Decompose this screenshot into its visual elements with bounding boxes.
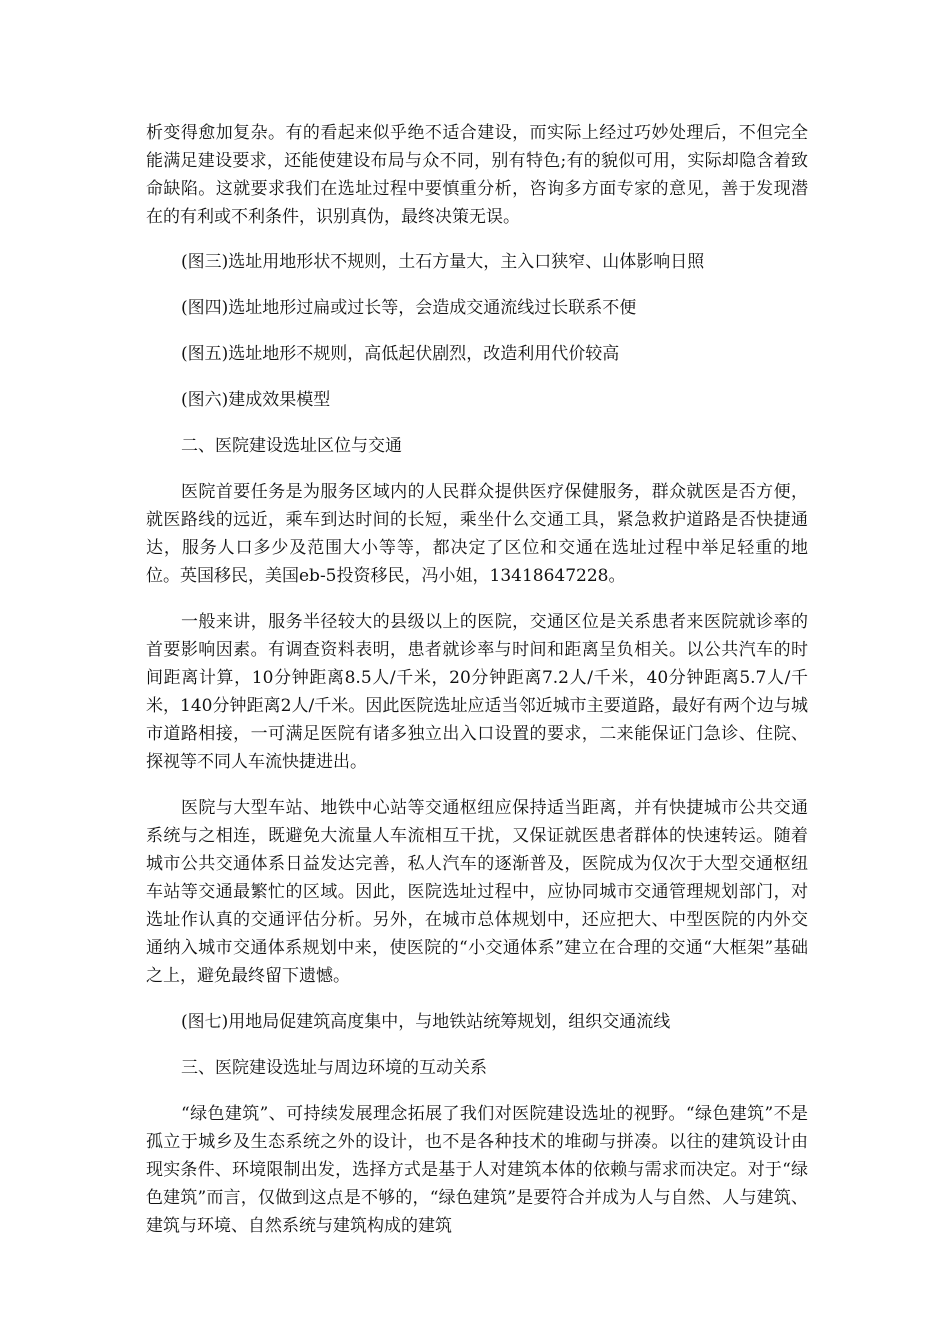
- paragraph-location-traffic: 医院首要任务是为服务区域内的人民群众提供医疗保健服务，群众就医是否方便，就医路线的远近，乘车到达时间的长短，乘坐什么交通工具，紧急救护道路是否快捷通达，服务人口多少及范围大小等等，都决定了区位和交通在选址过程中举足轻重的地位。英国移民，美国eb-5投资移民，冯小姐，13418647228。: [146, 482, 808, 586]
- section-heading-2: 二、医院建设选址区位与交通: [181, 436, 402, 456]
- paragraph-site-analysis: 析变得愈加复杂。有的看起来似乎绝不适合建设，而实际上经过巧妙处理后，不但完全能满足建设要求，还能使建设布局与众不同，别有特色;有的貌似可用，实际却隐含着致命缺陷。这就要求我们在选址过程中要慎重分析，咨询多方面专家的意见，善于发现潜在的有利或不利条件，识别真伪，最终决策无误。: [146, 123, 808, 227]
- section-heading-3: 三、医院建设选址与周边环境的互动关系: [181, 1058, 487, 1078]
- paragraph-green-building: “绿色建筑”、可持续发展理念拓展了我们对医院建设选址的视野。“绿色建筑”不是孤立于城乡及生态系统之外的设计，也不是各种技术的堆砌与拼凑。以往的建筑设计由现实条件、环境限制出发，选择方式是基于人对建筑本体的依赖与需求而决定。对于“绿色建筑”而言，仅做到这点是不够的，“绿色建筑”是要符合并成为人与自然、人与建筑、建筑与环境、自然系统与建筑构成的建筑: [146, 1104, 808, 1236]
- paragraph-service-radius: 一般来讲，服务半径较大的县级以上的医院，交通区位是关系患者来医院就诊率的首要影响因素。有调查资料表明，患者就诊率与时间和距离呈负相关。以公共汽车的时间距离计算，10分钟距离8.5人/千米，20分钟距离7.2人/千米，40分钟距离5.7人/千米，140分钟距离2人/千米。因此医院选址应适当邻近城市主要道路，最好有两个边与城市道路相接，一可满足医院有诸多独立出入口设置的要求，二来能保证门急诊、住院、探视等不同人车流快捷进出。: [146, 612, 808, 772]
- figure-caption-3: (图三)选址用地形状不规则，土石方量大，主入口狭窄、山体影响日照: [181, 252, 705, 272]
- figure-caption-7: (图七)用地局促建筑高度集中，与地铁站统筹规划，组织交通流线: [181, 1012, 671, 1032]
- paragraph-transport-hub: 医院与大型车站、地铁中心站等交通枢纽应保持适当距离，并有快捷城市公共交通系统与之相连，既避免大流量人车流相互干扰，又保证就医患者群体的快速转运。随着城市公共交通体系日益发达完善，私人汽车的逐渐普及，医院成为仅次于大型交通枢纽车站等交通最繁忙的区域。因此，医院选址过程中，应协同城市交通管理规划部门，对选址作认真的交通评估分析。另外，在城市总体规划中，还应把大、中型医院的内外交通纳入城市交通体系规划中来，使医院的“小交通体系”建立在合理的交通“大框架”基础之上，避免最终留下遗憾。: [146, 798, 808, 986]
- figure-caption-6: (图六)建成效果模型: [181, 390, 331, 410]
- figure-caption-4: (图四)选址地形过扁或过长等，会造成交通流线过长联系不便: [181, 298, 637, 318]
- document-page: [146, 119, 808, 1240]
- figure-caption-5: (图五)选址地形不规则，高低起伏剧烈，改造利用代价较高: [181, 344, 620, 364]
